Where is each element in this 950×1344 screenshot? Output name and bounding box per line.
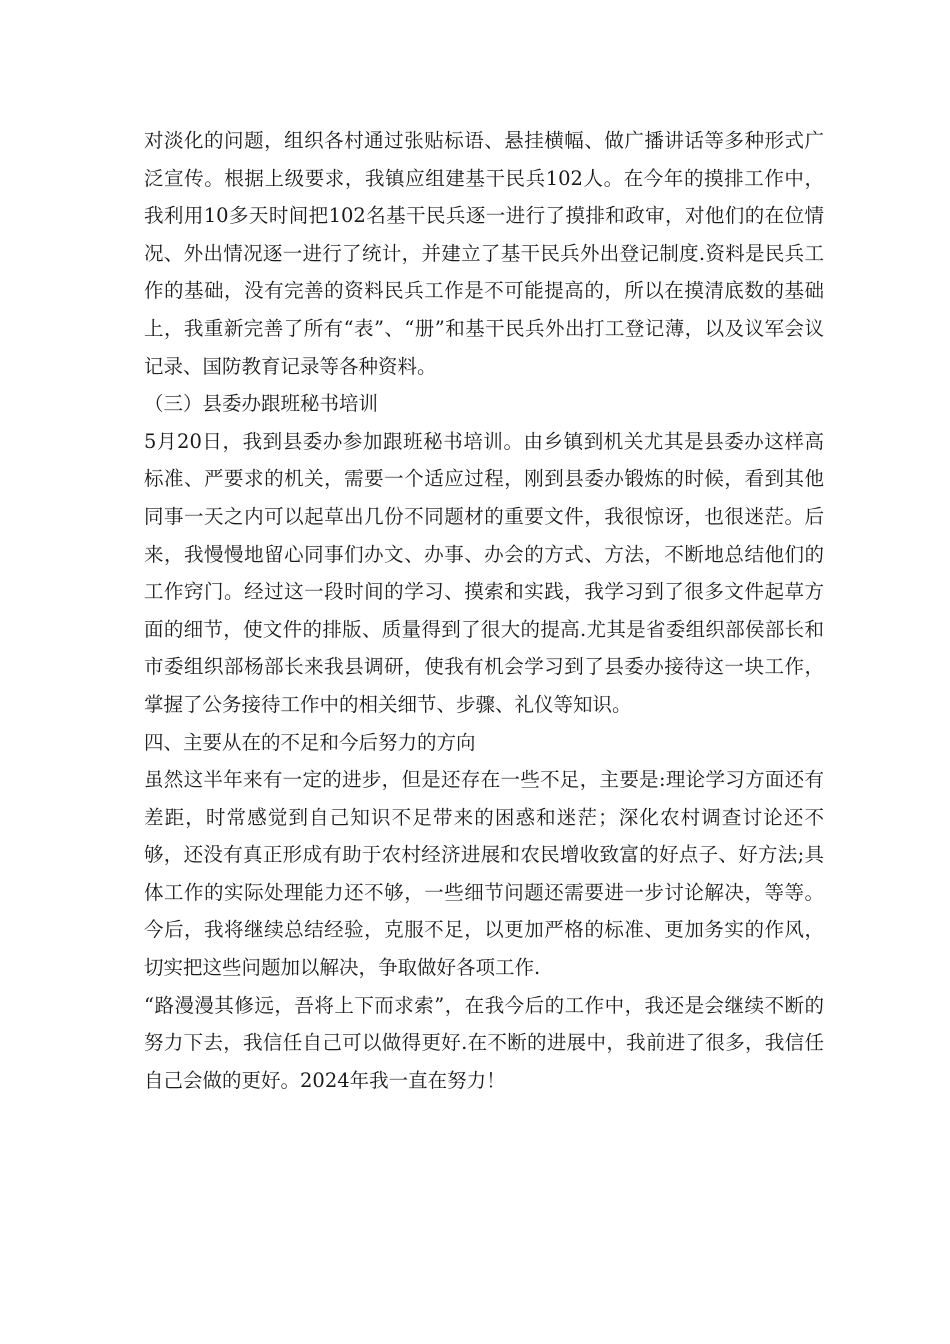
- paragraph-militia-work: 对淡化的问题，组织各村通过张贴标语、悬挂横幅、做广播讲话等多种形式广泛宣传。根据上级要求，我镇应组建基干民兵102人。在今年的摸排工作中，我利用10多天时间把102名基干民兵逐一进行了摸排和政审，对他们的在位情况、外出情况逐一进行了统计，并建立了基干民兵外出登记制度.资料是民兵工作的基础，没有完善的资料民兵工作是不可能提高的，所以在摸清底数的基础上，我重新完善了所有“表”、“册”和基干民兵外出打工登记薄，以及议军会议记录、国防教育记录等各种资料。: [144, 129, 824, 378]
- paragraph-shortcomings: 虽然这半年来有一定的进步，但是还存在一些不足，主要是:理论学习方面还有差距，时常感觉到自己知识不足带来的困惑和迷茫；深化农村调查讨论还不够，还没有真正形成有助于农村经济进展和农民增收致富的好点子、好方法;具体工作的实际处理能力还不够，一些细节问题还需要进一步讨论解决，等等。今后，我将继续总结经验，克服不足，以更加严格的标准、更加务实的作风，切实把这些问题加以解决，争取做好各项工作.: [144, 768, 824, 980]
- document-body: [144, 122, 824, 1099]
- section-heading-secretary-training: （三）县委办跟班秘书培训: [144, 392, 379, 416]
- section-heading-shortcomings: 四、主要从在的不足和今后努力的方向: [144, 730, 476, 754]
- paragraph-secretary-training: 5月20日，我到县委办参加跟班秘书培训。由乡镇到机关尤其是县委办这样高标准、严要求的机关，需要一个适应过程，刚到县委办锻炼的时候，看到其他同事一天之内可以起草出几份不同题材的重要文件，我很惊讶，也很迷茫。后来，我慢慢地留心同事们办文、办事、办会的方式、方法，不断地总结他们的工作窍门。经过这一段时间的学习、摸索和实践，我学习到了很多文件起草方面的细节，使文件的排版、质量得到了很大的提高.尤其是省委组织部侯部长和市委组织部杨部长来我县调研，使我有机会学习到了县委办接待这一块工作，掌握了公务接待工作中的相关细节、步骤、礼仪等知识。: [144, 429, 824, 716]
- paragraph-conclusion: “路漫漫其修远，吾将上下而求索”，在我今后的工作中，我还是会继续不断的努力下去，我信任自己可以做得更好.在不断的进展中，我前进了很多，我信任自己会做的更好。2024年我一直在努力！: [144, 993, 824, 1092]
